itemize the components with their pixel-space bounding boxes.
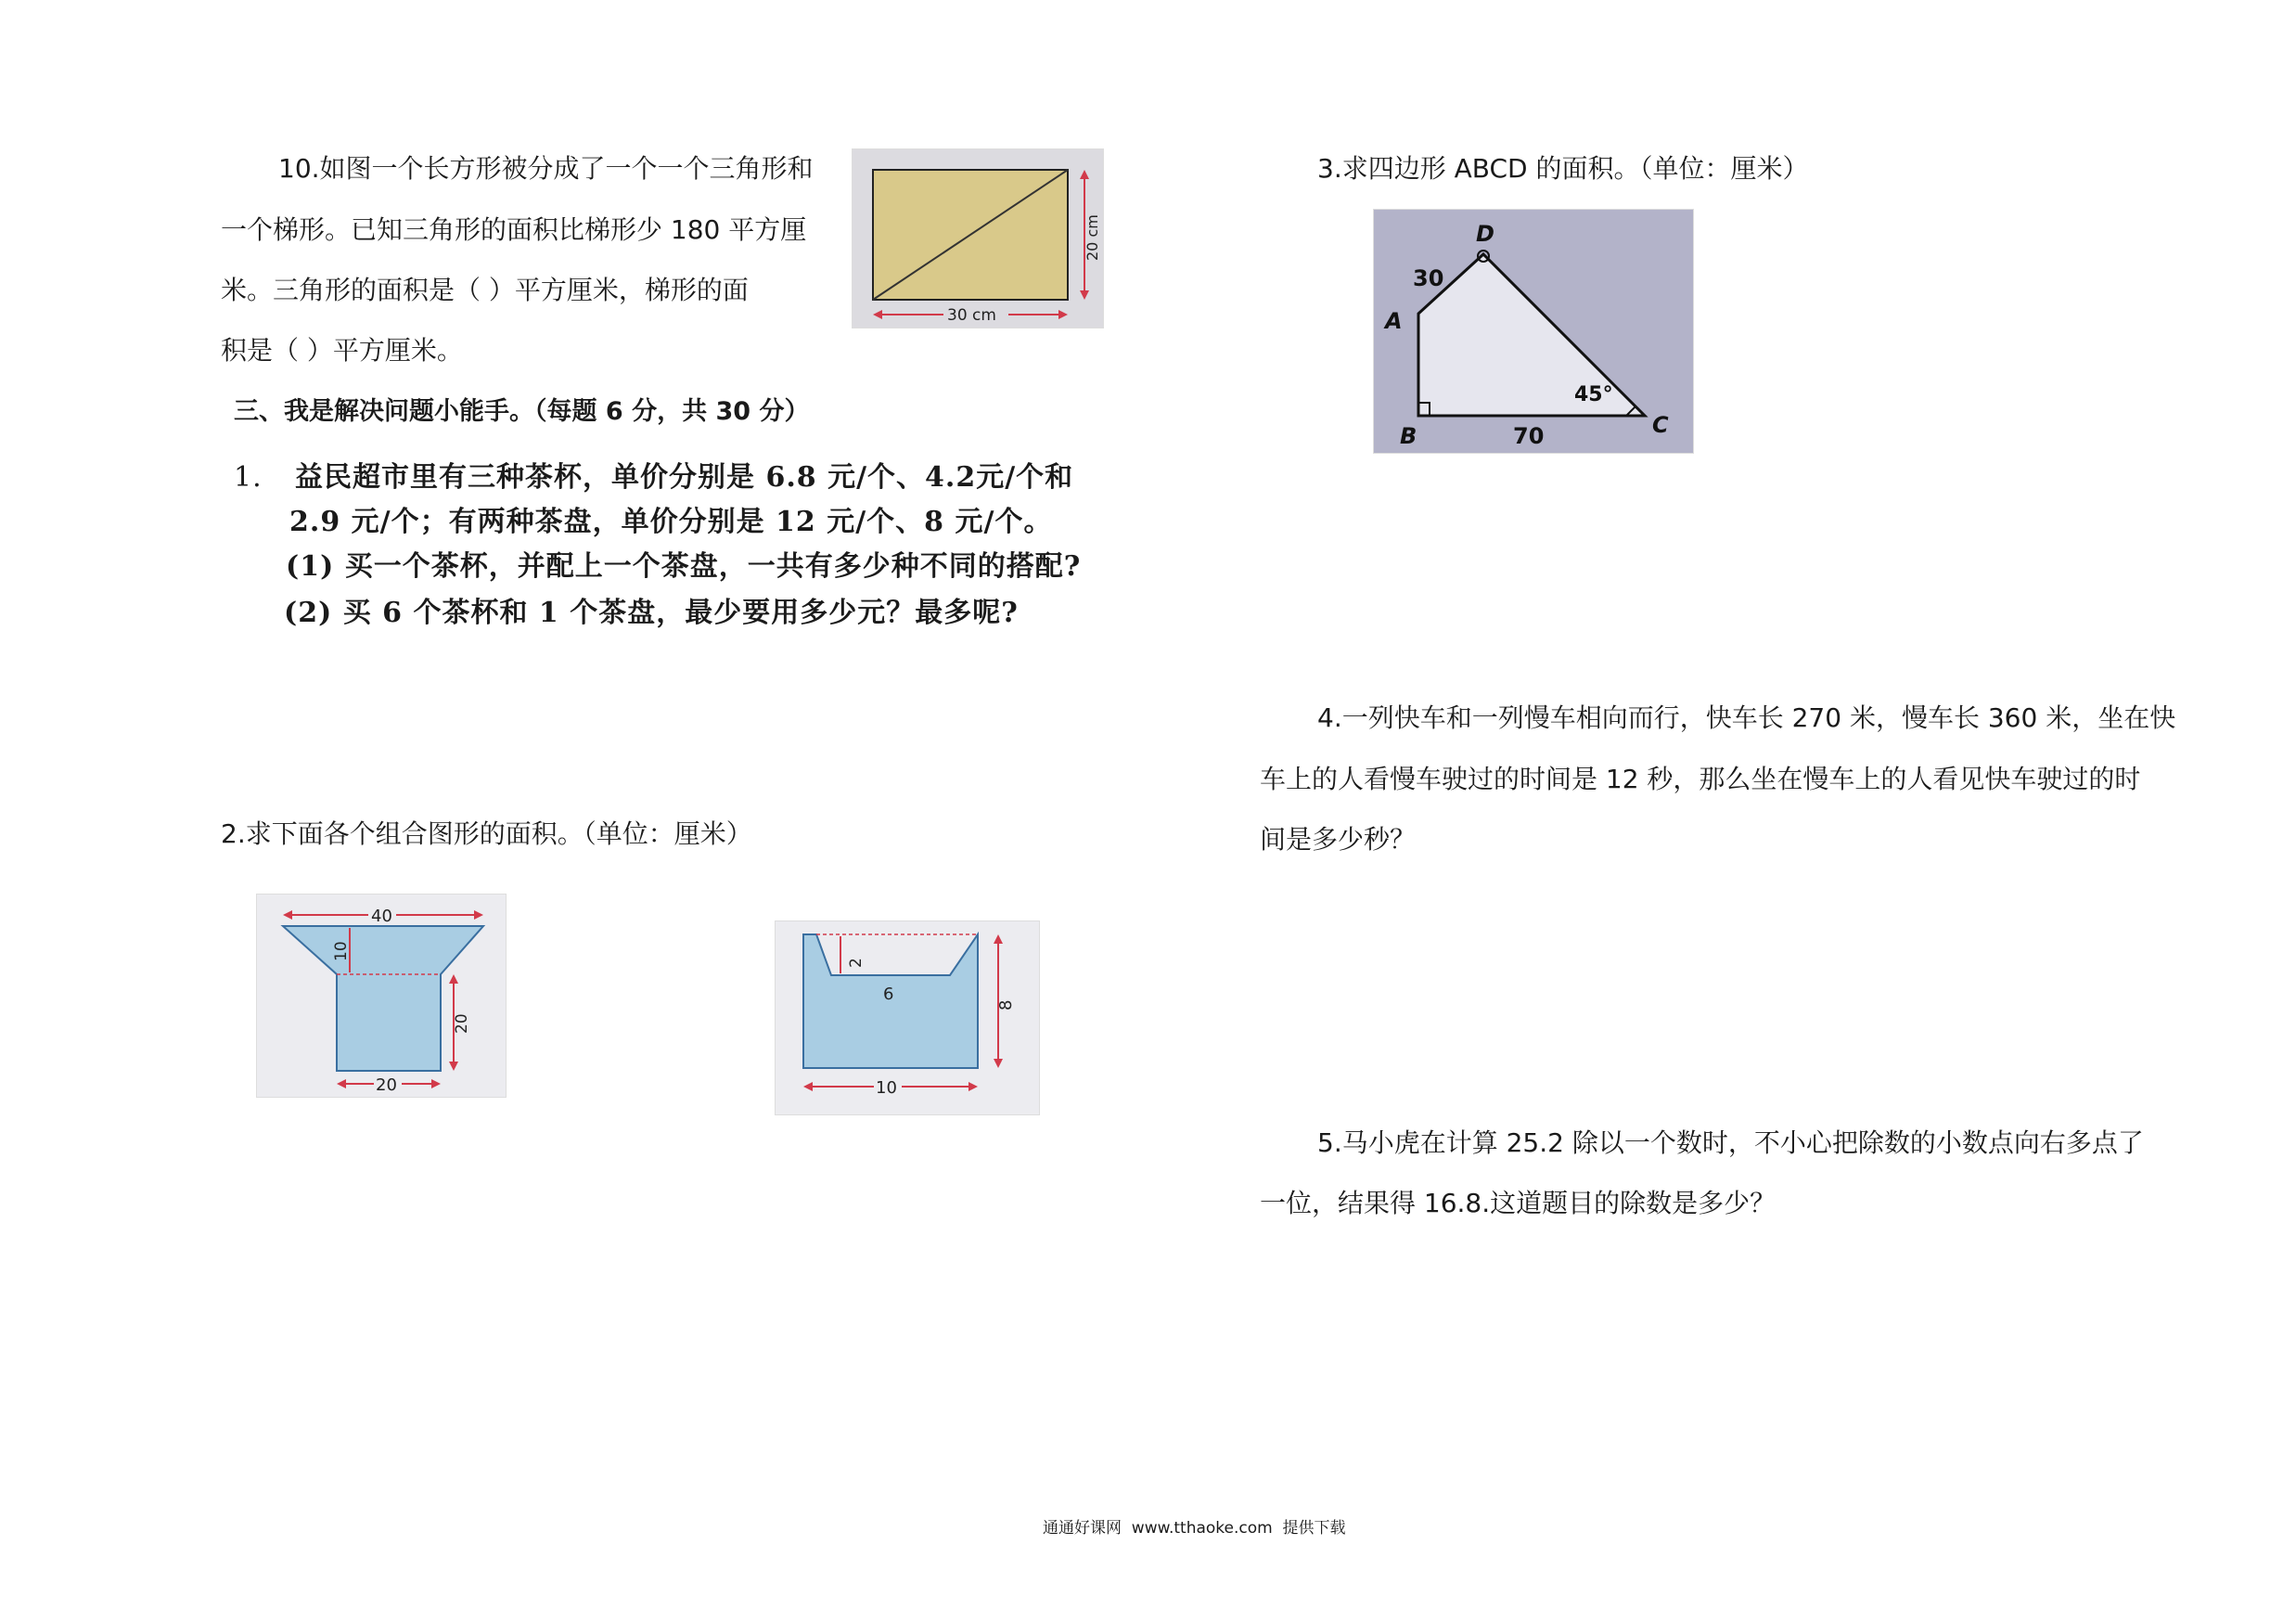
p1-line2: 2.9 元/个；有两种茶盘，单价分别是 12 元/个、8 元/个。 bbox=[289, 506, 1053, 538]
q10-rectangle-figure bbox=[852, 148, 1104, 328]
q10-line3: 米。三角形的面积是（ ）平方厘米，梯形的面 bbox=[221, 275, 749, 305]
footer-credit: 通通好课网 www.tthaoke.com 提供下载 bbox=[1043, 1519, 1346, 1538]
p3-text: 3.求四边形 ABCD 的面积。（单位：厘米） bbox=[1317, 153, 1809, 184]
q10-line2: 一个梯形。已知三角形的面积比梯形少 180 平方厘 bbox=[221, 214, 807, 245]
side-bc-label: 70 bbox=[1513, 423, 1545, 449]
p2-text: 2.求下面各个组合图形的面积。（单位：厘米） bbox=[221, 818, 752, 849]
angle-c-label: 45° bbox=[1574, 383, 1613, 406]
fig1-side-a-label: 10 bbox=[332, 941, 351, 961]
p4-line1: 4.一列快车和一列慢车相向而行，快车长 270 米，慢车长 360 米，坐在快 bbox=[1317, 702, 2176, 733]
p5-line2: 一位，结果得 16.8.这道题目的除数是多少？ bbox=[1260, 1188, 1777, 1218]
fig2-height-label: 8 bbox=[996, 999, 1016, 1011]
fig1-bottom-label: 20 bbox=[376, 1075, 397, 1095]
fig2-notch-label: 2 bbox=[847, 958, 866, 968]
fig2-bottom-label: 10 bbox=[876, 1078, 897, 1098]
p1-line4: (2) 买 6 个茶杯和 1 个茶盘，最少要用多少元？最多呢? bbox=[284, 597, 1019, 629]
p2-figure-1 bbox=[256, 894, 507, 1098]
p4-line3: 间是多少秒？ bbox=[1260, 824, 1417, 855]
side-ad-label: 30 bbox=[1413, 265, 1444, 291]
q10-line4: 积是（ ）平方厘米。 bbox=[221, 335, 463, 366]
q10-width-label: 30 cm bbox=[947, 306, 996, 325]
p1-number: 1. bbox=[234, 461, 263, 494]
p3-quadrilateral-figure bbox=[1373, 209, 1694, 454]
fig1-top-label: 40 bbox=[371, 907, 392, 926]
vertex-a-label: A bbox=[1385, 308, 1403, 334]
vertex-c-label: C bbox=[1652, 412, 1669, 438]
fig1-side-b-label: 20 bbox=[453, 1013, 471, 1034]
vertex-d-label: D bbox=[1476, 221, 1494, 247]
section3-title: 三、我是解决问题小能手。（每题 6 分，共 30 分） bbox=[234, 397, 810, 426]
vertex-b-label: B bbox=[1400, 423, 1417, 449]
p5-line1: 5.马小虎在计算 25.2 除以一个数时，不小心把除数的小数点向右多点了 bbox=[1317, 1127, 2144, 1158]
p2-figure-2 bbox=[775, 920, 1040, 1115]
q10-height-label: 20 cm bbox=[1084, 214, 1101, 261]
fig2-mid-label: 6 bbox=[883, 985, 894, 1004]
p4-line2: 车上的人看慢车驶过的时间是 12 秒，那么坐在慢车上的人看见快车驶过的时 bbox=[1260, 764, 2141, 794]
p1-line1: 益民超市里有三种茶杯，单价分别是 6.8 元/个、4.2元/个和 bbox=[295, 461, 1074, 494]
q10-line1: 10.如图一个长方形被分成了一个一个三角形和 bbox=[278, 153, 814, 184]
p1-line3: (1) 买一个茶杯，并配上一个茶盘，一共有多少种不同的搭配? bbox=[286, 550, 1082, 583]
